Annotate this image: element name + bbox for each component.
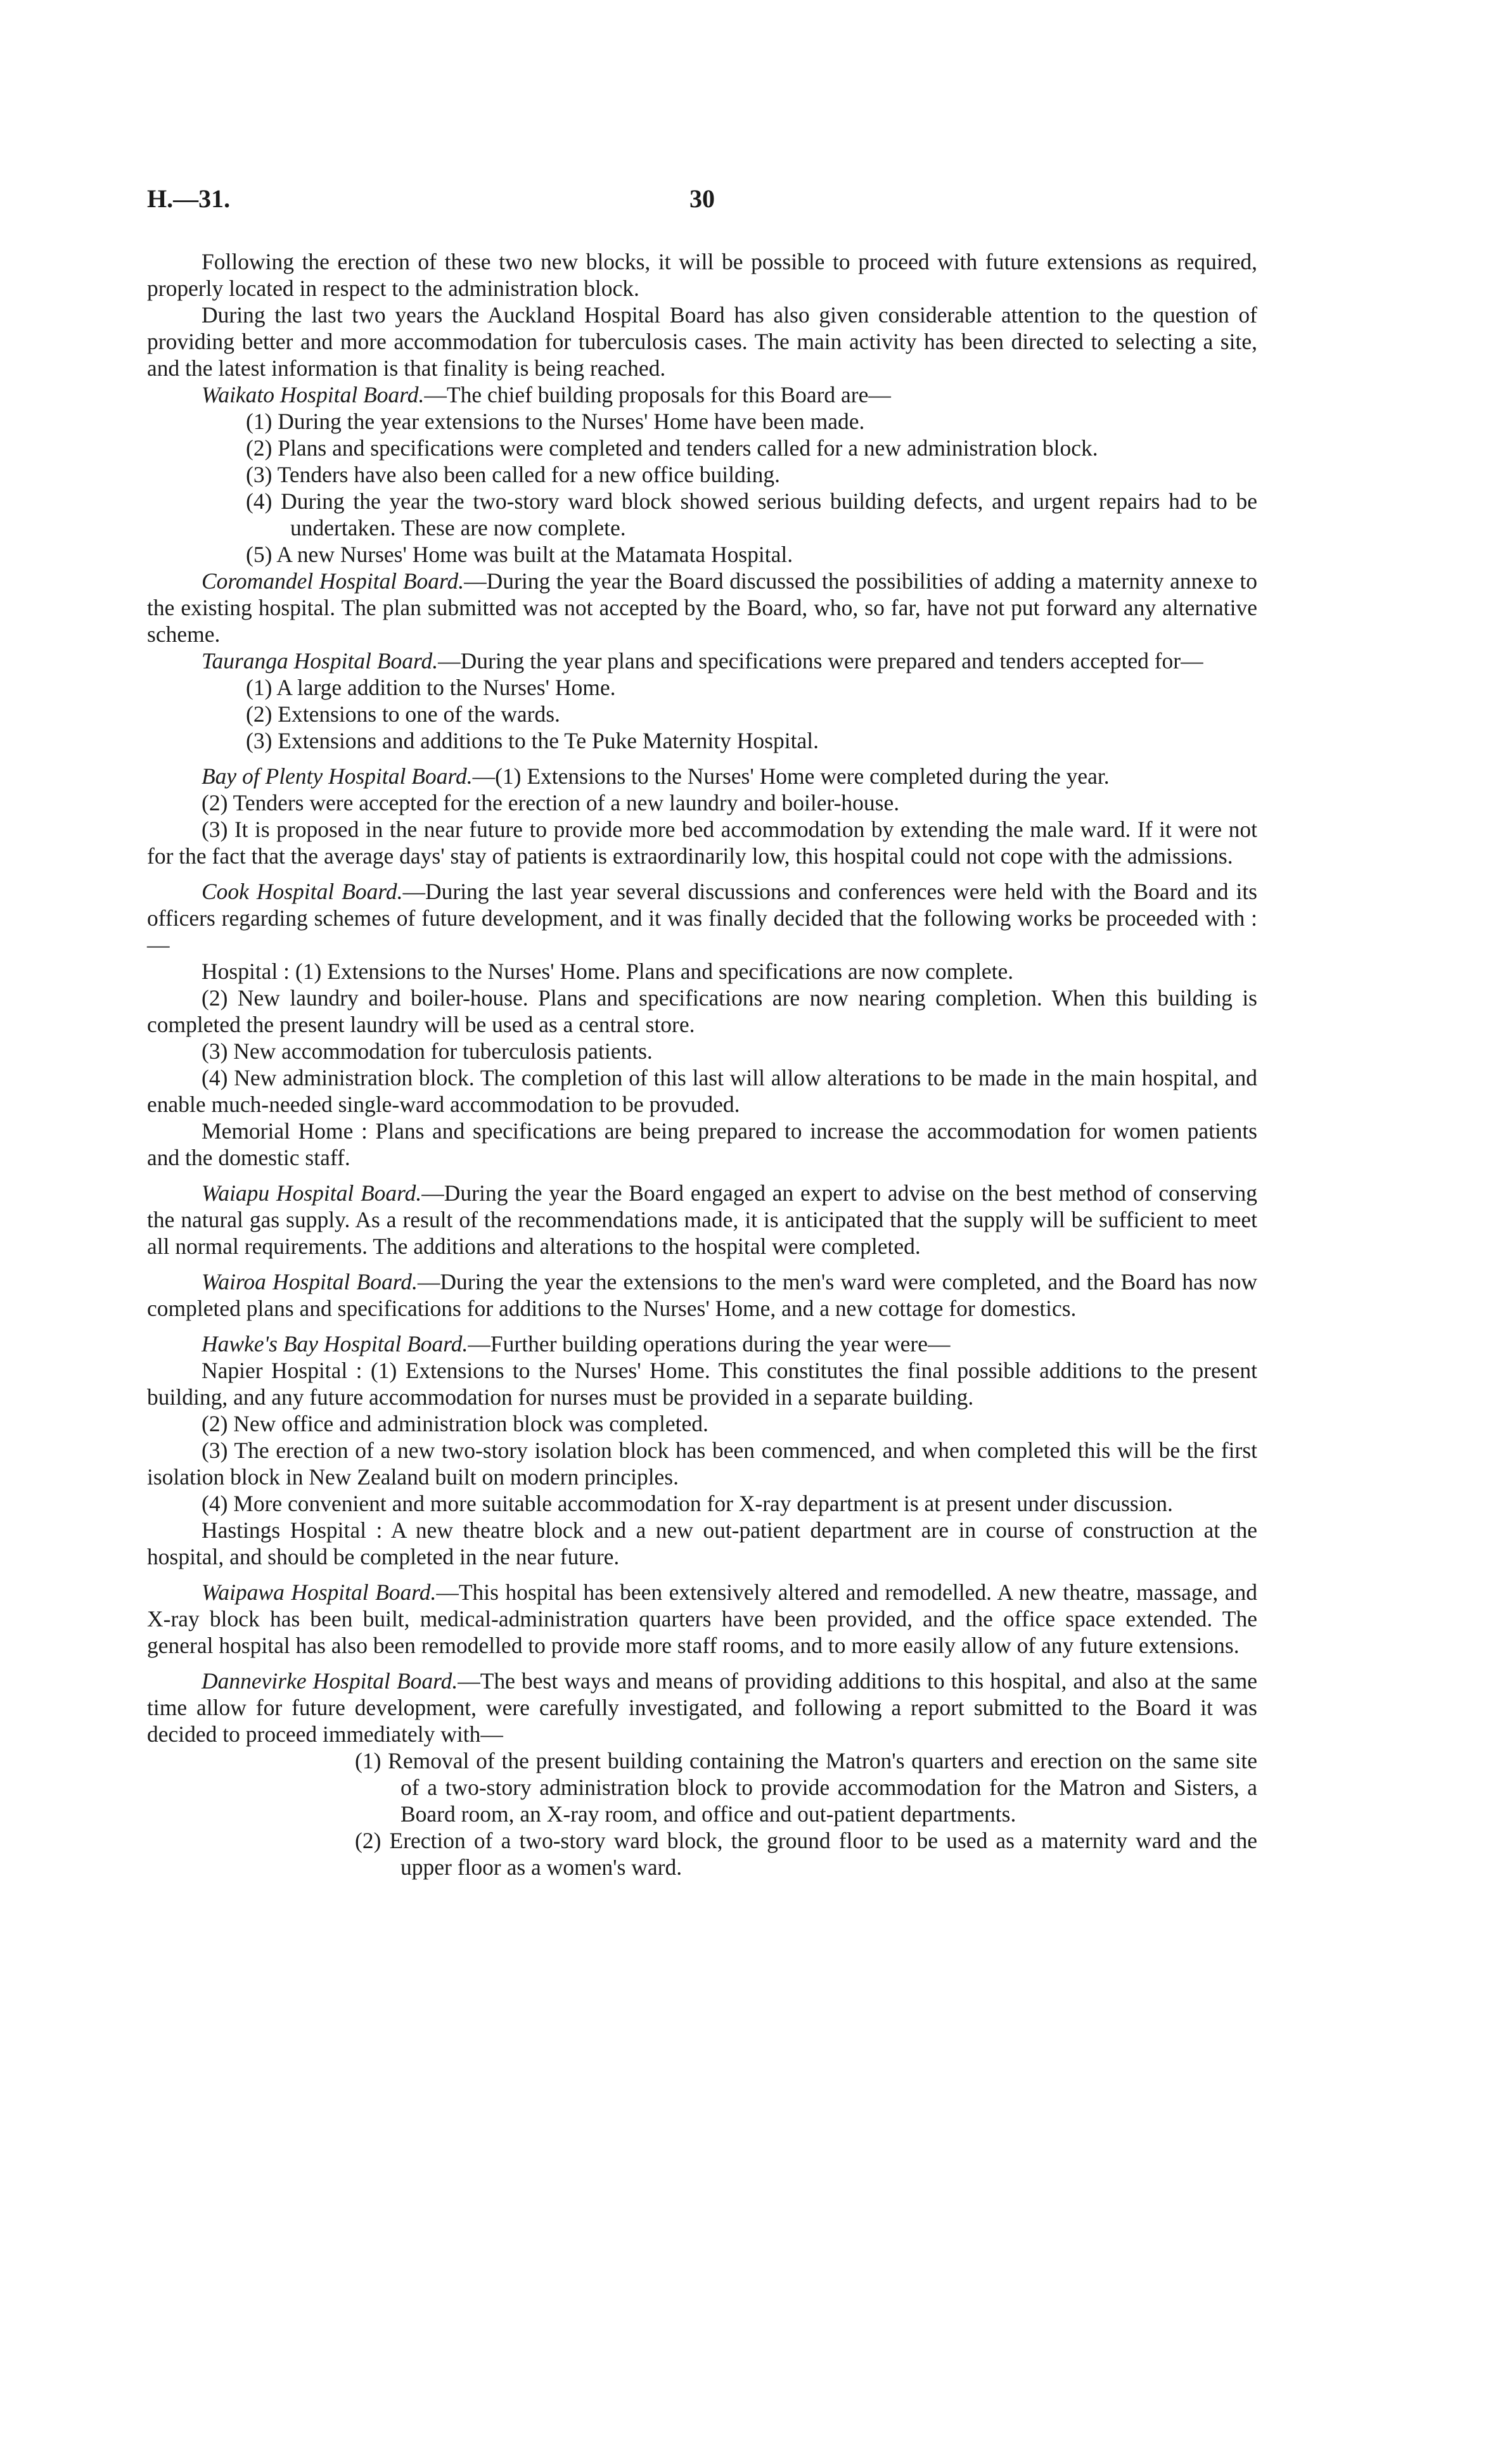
board-section: Bay of Plenty Hospital Board.—(1) Extensions to the Nurses' Home were completed during the year. — [202, 763, 1110, 789]
list-item: (1) A large addition to the Nurses' Home. — [246, 675, 616, 700]
list-item: (3) Tenders have also been called for a new office building. — [246, 462, 780, 487]
board-heading: Waikato Hospital Board. — [202, 382, 425, 407]
paragraph: Hastings Hospital : A new theatre block and a new out-patient department are in course of construction at the hospital, and should be completed in the near future. — [147, 1517, 1257, 1569]
paragraph: (3) New accommodation for tuberculosis patients. — [202, 1038, 653, 1064]
paragraph: Memorial Home : Plans and specifications are being prepared to increase the accommodation for women patients and the domestic staff. — [147, 1118, 1257, 1170]
list-item: (2) Plans and specifications were completed and tenders called for a new administration block. — [246, 435, 1098, 461]
board-heading: Waipawa Hospital Board. — [202, 1580, 437, 1605]
list-item: (3) Extensions and additions to the Te Puke Maternity Hospital. — [246, 728, 819, 753]
board-heading: Tauranga Hospital Board. — [202, 648, 439, 673]
page-header — [0, 184, 1493, 222]
list-item: (1) Removal of the present building containing the Matron's quarters and erection on the same site of a two-story administration block to provide accommodation for the Matron and Sisters, a Board room, an X-ray room, and office and out-patient departments. — [355, 1748, 1257, 1827]
paragraph: (2) New office and administration block was completed. — [202, 1411, 708, 1436]
paragraph: Hospital : (1) Extensions to the Nurses' Home. Plans and specifications are now complete. — [202, 959, 1014, 984]
list-item: (4) During the year the two-story ward block showed serious building defects, and urgent repairs had to be undertaken. These are now complete. — [246, 488, 1257, 540]
paragraph: Following the erection of these two new blocks, it will be possible to proceed with future extensions as required, properly located in respect to the administration block. — [147, 249, 1257, 301]
board-heading: Cook Hospital Board. — [202, 879, 403, 904]
board-heading: Hawke's Bay Hospital Board. — [202, 1331, 468, 1356]
list-item: (2) Erection of a two-story ward block, the ground floor to be used as a maternity ward and the upper floor as a women's ward. — [355, 1828, 1257, 1880]
paragraph: (3) The erection of a new two-story isolation block has been commenced, and when completed this will be the first isolation block in New Zealand built on modern principles. — [147, 1438, 1257, 1490]
board-section: Waiapu Hospital Board.—During the year the Board engaged an expert to advise on the best method of conserving the natural gas supply. As a result of the recommendations made, it is anticipated that the supply will be sufficient to meet all normal requirements. The additions and alterations to the hospital were completed. — [147, 1180, 1257, 1259]
board-section: Hawke's Bay Hospital Board.—Further building operations during the year were— — [202, 1331, 951, 1356]
board-heading: Bay of Plenty Hospital Board. — [202, 763, 473, 789]
document-reference: H.—31. — [147, 184, 231, 213]
board-heading: Dannevirke Hospital Board. — [202, 1668, 458, 1694]
board-section: Dannevirke Hospital Board.—The best ways and means of providing additions to this hospital, and also at the same time allow for future development, were carefully investigated, and following a report submitted to the Board it was decided to proceed immediately with— — [147, 1668, 1257, 1747]
paragraph: (4) New administration block. The completion of this last will allow alterations to be made in the main hospital, and enable much-needed single-ward accommodation to be provuded. — [147, 1065, 1257, 1117]
document-body — [147, 248, 1257, 1880]
board-heading: Coromandel Hospital Board. — [202, 568, 465, 594]
page-number: 30 — [689, 184, 715, 213]
board-section: Tauranga Hospital Board.—During the year plans and specifications were prepared and tenders accepted for— — [202, 648, 1203, 673]
list-item: (5) A new Nurses' Home was built at the Matamata Hospital. — [246, 542, 793, 567]
list-item: (2) Extensions to one of the wards. — [246, 701, 560, 727]
board-section: Cook Hospital Board.—During the last year several discussions and conferences were held with the Board and its officers regarding schemes of future development, and it was finally decided that the following works be proceeded with :— — [147, 879, 1257, 957]
paragraph: (2) Tenders were accepted for the erection of a new laundry and boiler-house. — [202, 790, 900, 815]
board-heading: Waiapu Hospital Board. — [202, 1180, 422, 1206]
board-section: Coromandel Hospital Board.—During the year the Board discussed the possibilities of adding a maternity annexe to the existing hospital. The plan submitted was not accepted by the Board, who, so far, have not put forward any alternative scheme. — [147, 568, 1257, 647]
board-section: Wairoa Hospital Board.—During the year the extensions to the men's ward were completed, and the Board has now completed plans and specifications for additions to the Nurses' Home, and a new cottage for domestics. — [147, 1269, 1258, 1321]
board-section: Waipawa Hospital Board.—This hospital has been extensively altered and remodelled. A new theatre, massage, and X-ray block has been built, medical-administration quarters have been provided, and the office space extended. The general hospital has also been remodelled to provide more staff rooms, and to more easily allow of any future extensions. — [147, 1580, 1257, 1658]
board-heading: Wairoa Hospital Board. — [202, 1269, 418, 1294]
paragraph: (2) New laundry and boiler-house. Plans and specifications are now nearing completion. When this building is completed the present laundry will be used as a central store. — [147, 985, 1257, 1037]
paragraph: (4) More convenient and more suitable accommodation for X-ray department is at present under discussion. — [202, 1491, 1173, 1516]
paragraph: During the last two years the Auckland Hospital Board has also given considerable attention to the question of providing better and more accommodation for tuberculosis cases. The main activity has been directed to selecting a site, and the latest information is that finality is being reached. — [147, 302, 1257, 381]
paragraph: (3) It is proposed in the near future to provide more bed accommodation by extending the male ward. If it were not for the fact that the average days' stay of patients is extraordinarily low, this hospital could not cope with the admissions. — [147, 817, 1257, 869]
board-section: Waikato Hospital Board.—The chief building proposals for this Board are— — [202, 382, 891, 407]
paragraph: Napier Hospital : (1) Extensions to the Nurses' Home. This constitutes the final possible additions to the present building, and any future accommodation for nurses must be provided in a separate building. — [147, 1358, 1257, 1410]
list-item: (1) During the year extensions to the Nurses' Home have been made. — [246, 409, 865, 434]
